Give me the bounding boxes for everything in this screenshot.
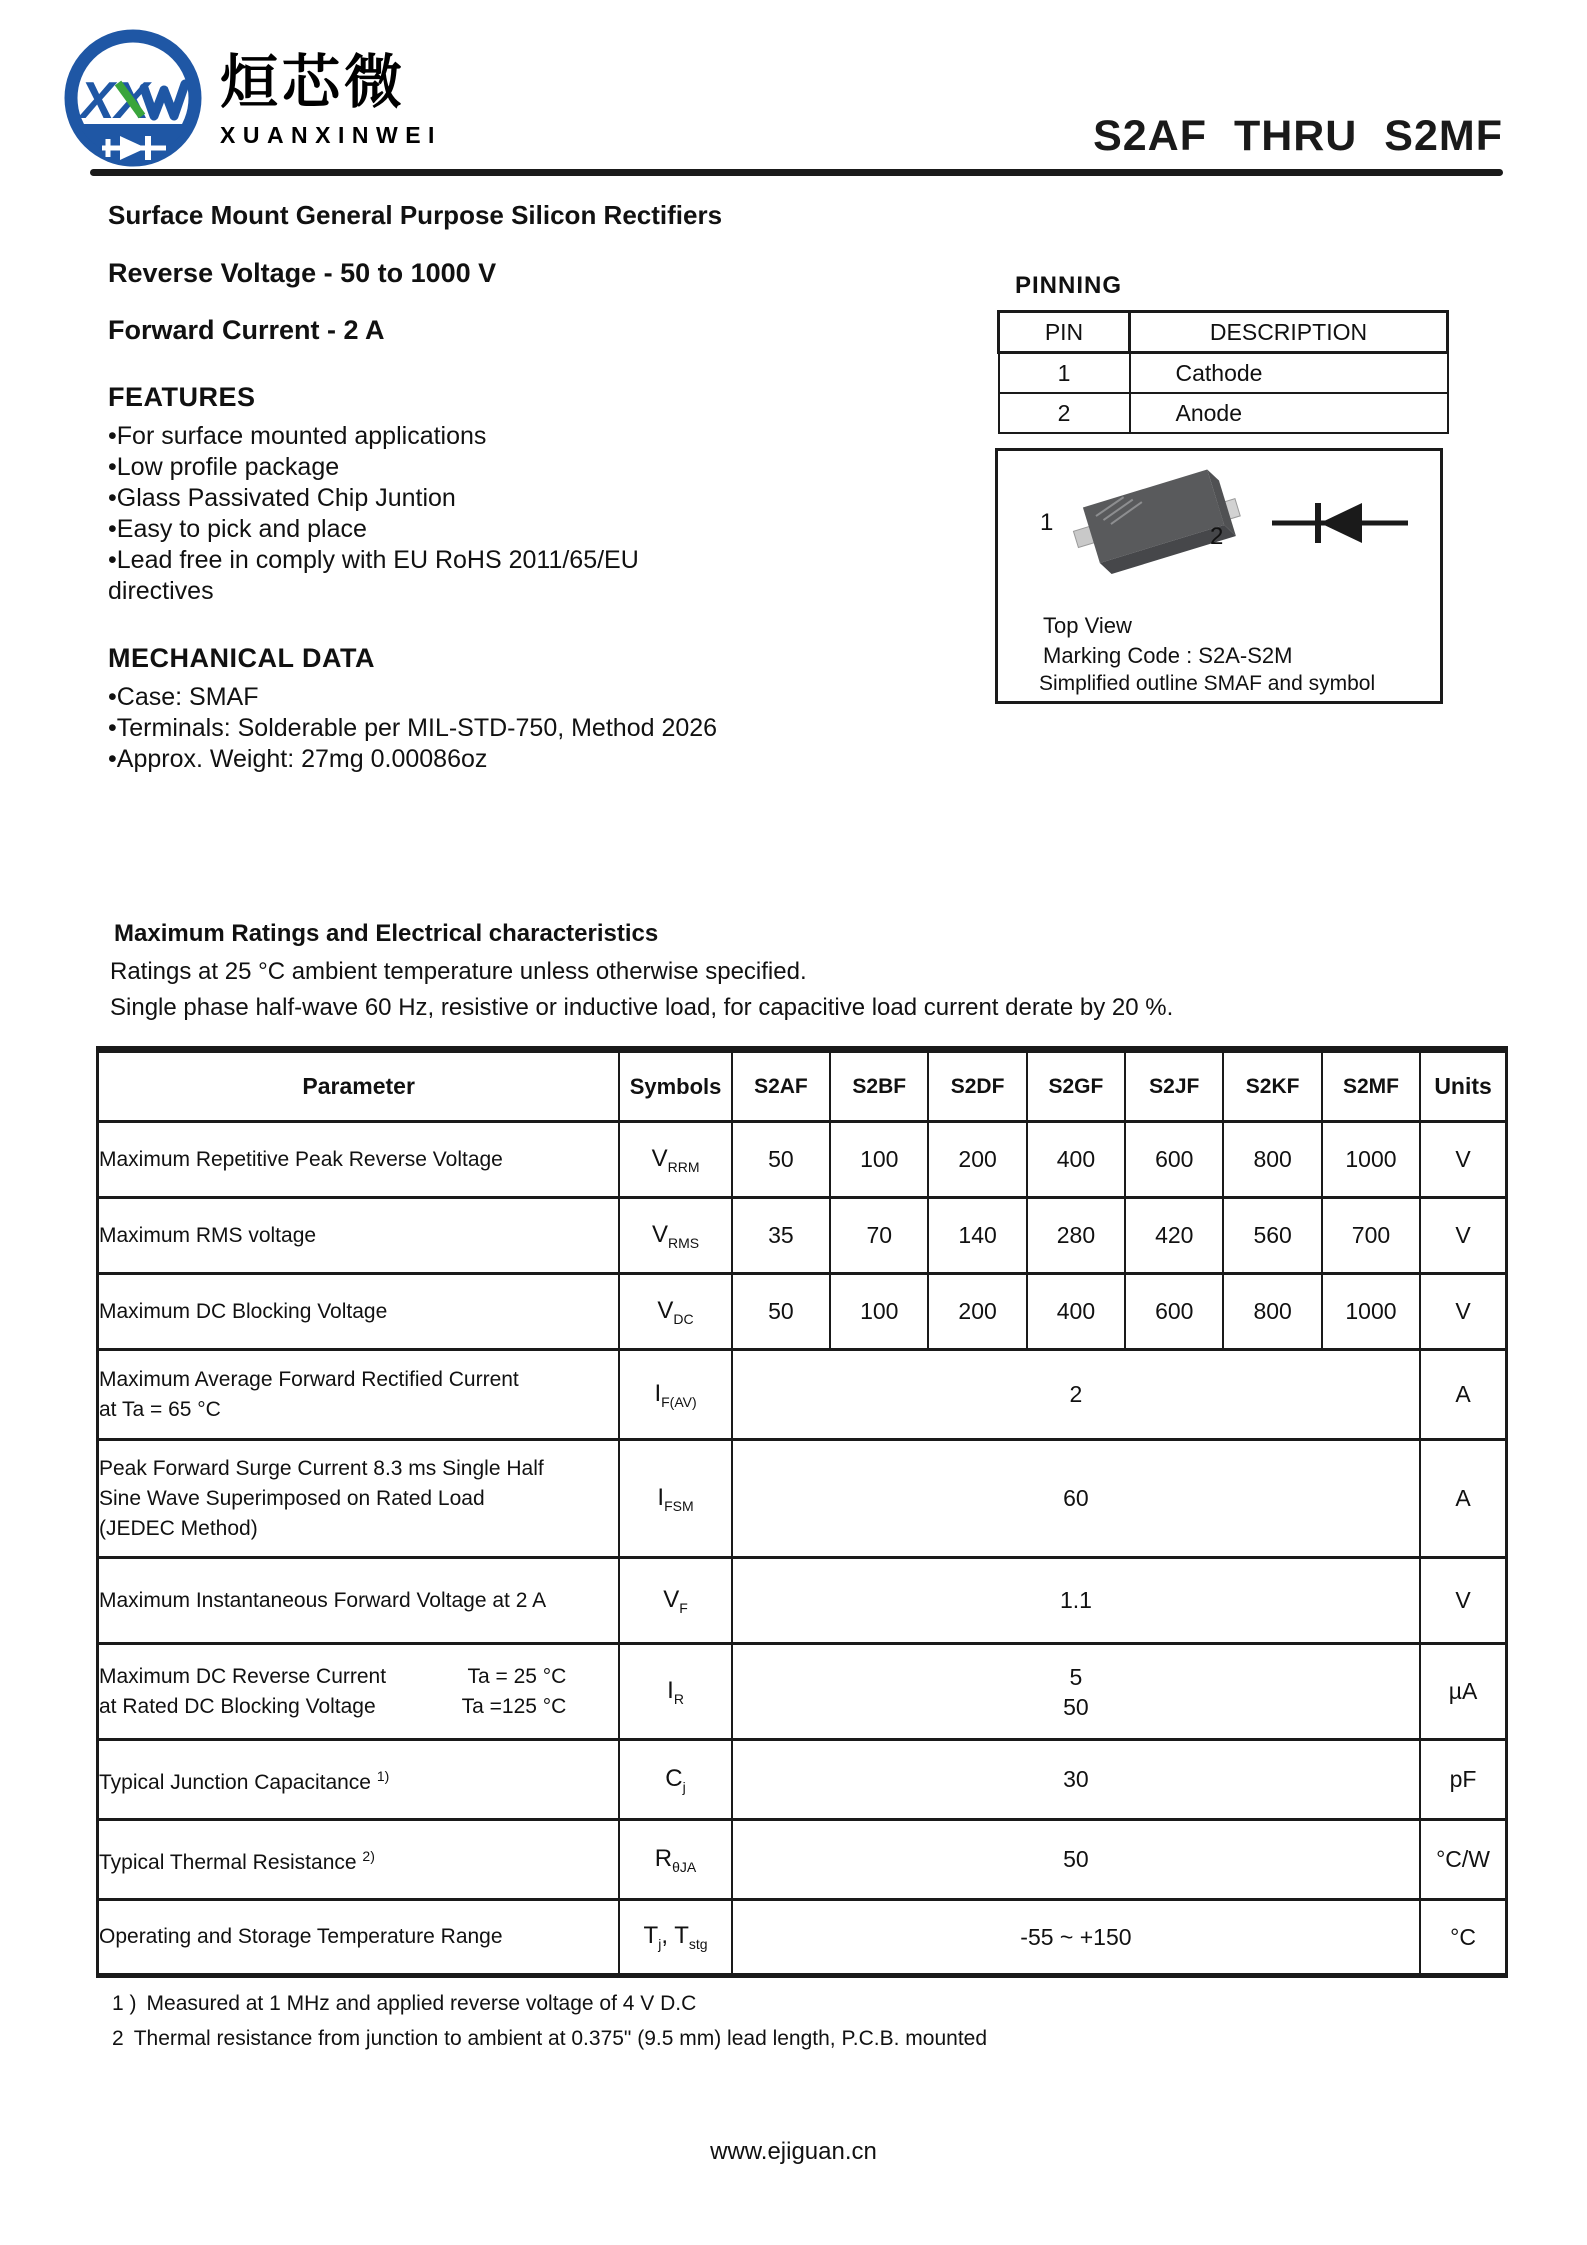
value-cell: 600: [1125, 1274, 1223, 1350]
package-outline-box: [995, 448, 1443, 704]
part-header: S2KF: [1223, 1050, 1321, 1122]
logo-mark-icon: [58, 26, 208, 176]
unit-cell: V: [1420, 1558, 1506, 1644]
units-header: Units: [1420, 1050, 1506, 1122]
symbol-cell: $V_{DC}$: [619, 1274, 731, 1350]
unit-cell: V: [1420, 1198, 1506, 1274]
unit-cell: °C/W: [1420, 1820, 1506, 1900]
value-cell: 560: [1223, 1198, 1321, 1274]
symbol-cell: $V_F$: [619, 1558, 731, 1644]
symbol-cell: $V_{RMS}$: [619, 1198, 731, 1274]
pin-number: 1: [999, 353, 1130, 394]
parameter-header: Parameter: [98, 1050, 620, 1122]
param-cell: Maximum Instantaneous Forward Voltage at 2 A: [98, 1558, 620, 1644]
value-cell: 280: [1027, 1198, 1125, 1274]
unit-cell: °C: [1420, 1900, 1506, 1976]
diode-symbol-icon: [1270, 499, 1410, 547]
value-cell: 800: [1223, 1274, 1321, 1350]
table-row-rthja: [98, 1820, 1507, 1900]
param-cell: Operating and Storage Temperature Range: [98, 1900, 620, 1976]
value-cell: 800: [1223, 1122, 1321, 1198]
footnote-1: 1 ) Measured at 1 MHz and applied reverse voltage of 4 V D.C: [112, 1992, 697, 2015]
value-cell-span: 50: [732, 1820, 1420, 1900]
param-cell: Maximum DC Reverse Current Ta = 25 °C at Rated DC Blocking Voltage Ta =125 °C: [98, 1644, 620, 1740]
reverse-voltage-line: Reverse Voltage - 50 to 1000 V: [108, 258, 497, 288]
param-cell: Maximum Repetitive Peak Reverse Voltage: [98, 1122, 620, 1198]
part-header: S2JF: [1125, 1050, 1223, 1122]
value-cell: 1000: [1322, 1274, 1420, 1350]
value-cell: 140: [928, 1198, 1026, 1274]
value-cell-span: 2: [732, 1350, 1420, 1440]
param-cell: Maximum RMS voltage: [98, 1198, 620, 1274]
table-row-vrms: [98, 1198, 1507, 1274]
symbol-cell: $T_j$, $T_{stg}$: [619, 1900, 731, 1976]
value-cell: 420: [1125, 1198, 1223, 1274]
param-cell: Typical Junction Capacitance $^{1)}$: [98, 1740, 620, 1820]
value-cell: 100: [830, 1274, 928, 1350]
symbol-cell: $V_{RRM}$: [619, 1122, 731, 1198]
package-caption-top-view: Top View: [1043, 613, 1132, 638]
symbol-cell: $I_{F(AV)}$: [619, 1350, 731, 1440]
table-header-row: [98, 1050, 1507, 1122]
pinning-row: [999, 393, 1448, 433]
value-cell: 100: [830, 1122, 928, 1198]
logo-text: [220, 26, 442, 149]
left-column: [108, 200, 748, 775]
feature-item: • Easy to pick and place: [108, 514, 748, 545]
website-url: www.ejiguan.cn: [710, 2138, 877, 2165]
part-number-range-title: S2AF THRU S2MF: [1093, 112, 1503, 160]
pinning-table: [997, 310, 1449, 434]
mechanical-item: • Approx. Weight: 27mg 0.00086oz: [108, 744, 748, 775]
pinning-header-row: [999, 312, 1448, 353]
value-cell: 400: [1027, 1274, 1125, 1350]
unit-cell: µA: [1420, 1644, 1506, 1740]
features-heading: FEATURES: [108, 382, 256, 412]
param-cell: Maximum DC Blocking Voltage: [98, 1274, 620, 1350]
table-row-ifsm: [98, 1440, 1507, 1558]
part-header: S2BF: [830, 1050, 928, 1122]
value-cell-span: 60: [732, 1440, 1420, 1558]
value-cell: 200: [928, 1122, 1026, 1198]
value-cell: 200: [928, 1274, 1026, 1350]
package-pin2-label: 2: [1210, 523, 1224, 550]
table-row-cj: [98, 1740, 1507, 1820]
symbol-cell: $R_{\theta JA}$: [619, 1820, 731, 1900]
svg-text:XX: XX: [80, 72, 150, 130]
pinning-row: [999, 353, 1448, 394]
mechanical-item: • Case: SMAF: [108, 682, 748, 713]
value-cell: 50: [732, 1122, 830, 1198]
symbol-cell: $I_{FSM}$: [619, 1440, 731, 1558]
pin-number: 2: [999, 393, 1130, 433]
symbol-cell: $C_j$: [619, 1740, 731, 1820]
forward-current-line: Forward Current - 2 A: [108, 315, 385, 345]
unit-cell: A: [1420, 1350, 1506, 1440]
value-cell: 70: [830, 1198, 928, 1274]
table-row-vdc: [98, 1274, 1507, 1350]
unit-cell: V: [1420, 1122, 1506, 1198]
value-cell: 50: [732, 1274, 830, 1350]
document-title: Surface Mount General Purpose Silicon Rectifiers: [108, 200, 723, 230]
table-row-tstg: [98, 1900, 1507, 1976]
feature-item: • Low profile package: [108, 452, 748, 483]
part-header: S2AF: [732, 1050, 830, 1122]
ratings-condition-line: Single phase half-wave 60 Hz, resistive or inductive load, for capacitive load current derate by 20 %.: [110, 994, 1174, 1021]
part-header: S2GF: [1027, 1050, 1125, 1122]
value-cell-span: -55 ~ +150: [732, 1900, 1420, 1976]
value-cell-span: 1.1: [732, 1558, 1420, 1644]
company-logo: [58, 26, 442, 176]
feature-item: • For surface mounted applications: [108, 421, 748, 452]
header-rule: [90, 169, 1503, 176]
value-cell: 35: [732, 1198, 830, 1274]
value-cell: 1000: [1322, 1122, 1420, 1198]
pin-description: Anode: [1130, 393, 1448, 433]
electrical-characteristics-table: [96, 1046, 1508, 1978]
feature-item: • Lead free in comply with EU RoHS 2011/65/EU directives: [108, 545, 748, 607]
table-row-vf: [98, 1558, 1507, 1644]
description-column-header: DESCRIPTION: [1130, 312, 1448, 353]
part-header: S2DF: [928, 1050, 1026, 1122]
part-header: S2MF: [1322, 1050, 1420, 1122]
symbols-header: Symbols: [619, 1050, 731, 1122]
symbol-cell: $I_R$: [619, 1644, 731, 1740]
ratings-condition-line: Ratings at 25 °C ambient temperature unless otherwise specified.: [110, 958, 807, 985]
value-cell: 600: [1125, 1122, 1223, 1198]
pin-column-header: PIN: [999, 312, 1130, 353]
param-cell: Peak Forward Surge Current 8.3 ms Single Half Sine Wave Superimposed on Rated Load (JEDEC Method): [98, 1440, 620, 1558]
value-cell-span: 5 50: [732, 1644, 1420, 1740]
pinning-heading: PINNING: [1015, 272, 1123, 299]
package-pin1-label: 1: [1040, 509, 1054, 536]
brand-english-name: XUANXINWEI: [220, 122, 442, 148]
unit-cell: A: [1420, 1440, 1506, 1558]
ratings-section-heading: Maximum Ratings and Electrical characteristics: [114, 920, 659, 947]
feature-item: • Glass Passivated Chip Juntion: [108, 483, 748, 514]
table-row-vrrm: [98, 1122, 1507, 1198]
mechanical-data-heading: MECHANICAL DATA: [108, 643, 375, 673]
footnote-2: 2 Thermal resistance from junction to ambient at 0.375" (9.5 mm) lead length, P.C.B. mounted: [112, 2027, 988, 2050]
unit-cell: pF: [1420, 1740, 1506, 1820]
param-cell: Typical Thermal Resistance $^{2)}$: [98, 1820, 620, 1900]
table-row-ir: [98, 1644, 1507, 1740]
table-row-ifav: [98, 1350, 1507, 1440]
value-cell-span: 30: [732, 1740, 1420, 1820]
package-caption-outline: Simplified outline SMAF and symbol: [1039, 672, 1376, 695]
unit-cell: V: [1420, 1274, 1506, 1350]
value-cell: 400: [1027, 1122, 1125, 1198]
pin-description: Cathode: [1130, 353, 1448, 394]
value-cell: 700: [1322, 1198, 1420, 1274]
mechanical-item: • Terminals: Solderable per MIL-STD-750, Method 2026: [108, 713, 748, 744]
package-caption-marking-code: Marking Code : S2A-S2M: [1043, 643, 1293, 668]
brand-chinese-name: 烜芯微: [220, 50, 407, 115]
param-cell: Maximum Average Forward Rectified Current at Ta = 65 °C: [98, 1350, 620, 1440]
